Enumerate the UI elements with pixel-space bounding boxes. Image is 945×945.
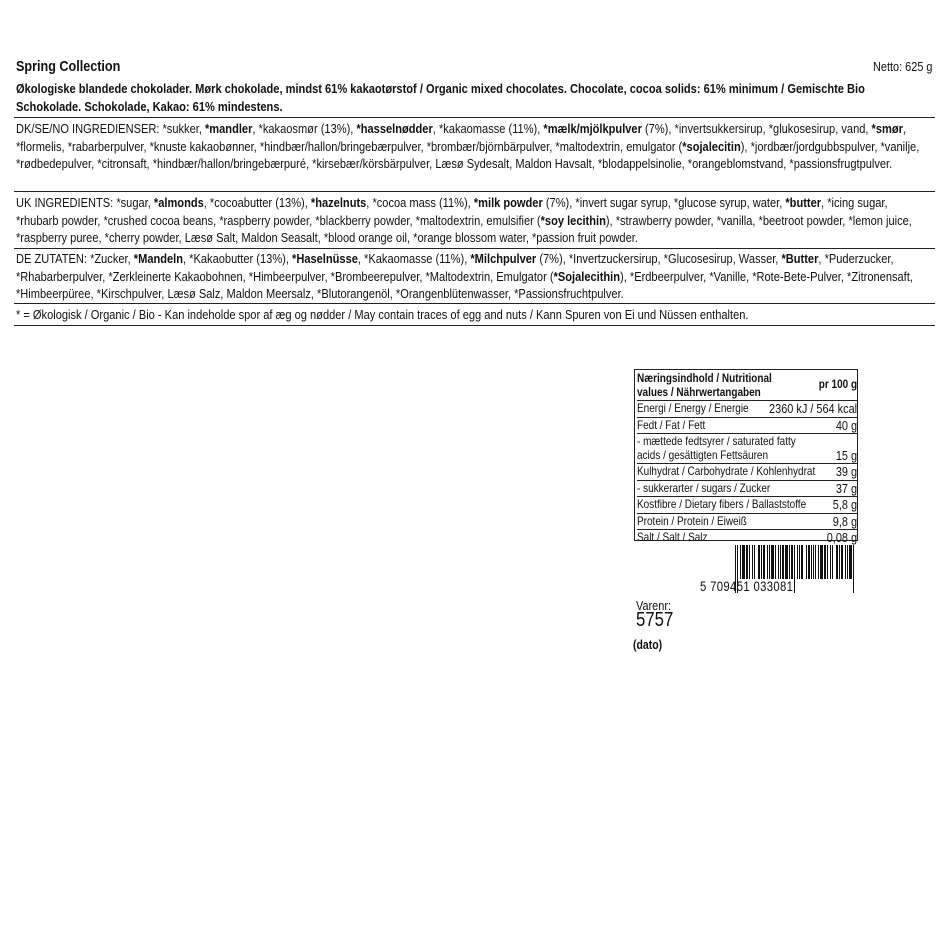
ingredient-text: ), *Erdbeerpulver, *Vanille, *Rote-Bete-Pulver, *Zitronensaft, *Himbeerpüree, *Kirschpulver, Læsø Salz, Maldon Meersalz, *Blutorangenöl, *Orangenblütenwasser, *Passionsfruchtpulver. xyxy=(16,268,913,301)
nutrition-row-value: 5,8 g xyxy=(832,497,858,512)
barcode-bar xyxy=(794,545,795,593)
nutrition-row-label: - mættede fedtsyrer / saturated fatty acids / gesättigten Fettsäuren xyxy=(637,434,796,462)
barcode-bar xyxy=(801,545,803,579)
nutrition-row xyxy=(637,434,857,464)
barcode-bar xyxy=(808,545,810,579)
barcode-bar xyxy=(827,545,828,579)
barcode-bar xyxy=(752,545,753,579)
barcode-bar xyxy=(836,545,838,579)
nutrition-row-label: Kostfibre / Dietary fibers / Ballaststoffe xyxy=(637,497,807,511)
allergen: *almonds xyxy=(153,195,204,210)
barcode-bar xyxy=(742,545,745,579)
nutrition-row xyxy=(637,418,857,435)
nutrition-row-value: 40 g xyxy=(835,417,858,433)
ingredients-uk xyxy=(16,194,932,247)
ingredient-text: (7%), *Invertzuckersirup, *Glucosesirup, Wasser, xyxy=(536,251,782,266)
barcode-bar xyxy=(839,545,840,579)
barcode-bar xyxy=(789,545,790,579)
item-number-label: Varenr: xyxy=(636,598,672,613)
allergen: *mælk/mjölkpulver xyxy=(543,121,642,136)
allergen: *smør xyxy=(871,121,903,136)
barcode-bar xyxy=(758,545,760,579)
divider xyxy=(14,248,935,249)
divider xyxy=(14,325,935,326)
ingredient-text: (7%), *invertsukkersirup, *glukosesirup, vand, xyxy=(641,121,872,136)
allergen: *butter xyxy=(785,195,822,210)
ingredients-de-prefix: DE ZUTATEN: xyxy=(16,251,91,266)
barcode-bar xyxy=(799,545,800,579)
ingredients-de xyxy=(16,250,932,303)
net-weight: Netto: 625 g xyxy=(873,59,933,74)
nutrition-row xyxy=(637,464,857,481)
allergen: *soy lecithin xyxy=(540,212,606,228)
ingredient-text: ), *strawberry powder, *vanilla, *beetroot powder, *lemon juice, *raspberry puree, *cherry powder, Læsø Salt, Maldon Seasalt, *blood orange oil, *orange blossom water, *passion fruit powder. xyxy=(16,212,912,245)
divider xyxy=(14,303,935,304)
item-number-value: 5757 xyxy=(636,609,674,631)
ingredient-text: , *Puderzucker, *Rhabarberpulver, *Zerkleinerte Kakaobohnen, *Himbeerpulver, *Brombeerepulver, *Maltodextrin, Emulgator ( xyxy=(16,251,894,284)
barcode-bar xyxy=(806,545,807,579)
barcode-bar xyxy=(791,545,793,579)
product-description: Økologiske blandede chokolader. Mørk chokolade, mindst 61% kakaotørstof / Organic mixed chocolates. Chocolate, cocoa solids: 61% minimum / Gemischte Bio Schokolade. Schokolade, Kakao: 61% mindestens. xyxy=(16,81,865,114)
nutrition-row-label: Kulhydrat / Carbohydrate / Kohlenhydrat xyxy=(637,464,816,478)
ingredient-text: , *kakaomasse (11%), xyxy=(432,121,544,136)
product-title: Spring Collection xyxy=(16,58,121,75)
barcode-bar xyxy=(832,545,833,579)
nutrition-row-value: 39 g xyxy=(835,464,858,479)
ingredient-text: *sugar, xyxy=(116,195,154,210)
ingredient-text: *Zucker, xyxy=(90,251,134,266)
ingredient-text: , *flormelis, *rabarberpulver, *knuste kakaobønner, *hindbær/hallon/bringebærpulver, *brombær/björnbärpulver, *maltodextrin, emulgator ( xyxy=(16,121,907,154)
barcode-bar xyxy=(746,545,748,579)
nutrition-row-label: Energi / Energy / Energie xyxy=(637,401,749,415)
barcode-bar xyxy=(767,545,768,579)
ingredients-uk-prefix: UK INGREDIENTS: xyxy=(16,195,117,210)
nutrition-row xyxy=(637,530,857,546)
date-field: (dato) xyxy=(633,638,663,652)
barcode-bar xyxy=(847,545,848,579)
nutrition-row xyxy=(637,401,857,418)
barcode-bar xyxy=(830,545,831,579)
ingredients-uk-text xyxy=(16,195,912,245)
ingredients-de-text xyxy=(16,251,913,301)
divider xyxy=(14,191,935,192)
allergen: *milk powder xyxy=(473,195,543,210)
barcode-bar xyxy=(811,545,812,579)
nutrition-row-label: Fedt / Fat / Fett xyxy=(637,417,706,432)
barcode-bar xyxy=(775,545,776,579)
barcode-bar xyxy=(761,545,762,579)
nutrition-row-value: 37 g xyxy=(835,480,858,496)
barcode-bar xyxy=(749,545,750,579)
organic-footnote: * = Økologisk / Organic / Bio - Kan indeholde spor af æg og nødder / May contain traces of egg and nuts / Kann Spuren von Ei und Nüssen enthalten. xyxy=(16,307,749,322)
ingredients-dk xyxy=(16,120,932,173)
nutrition-header xyxy=(637,372,857,401)
nutrition-row xyxy=(637,514,857,531)
barcode-bar xyxy=(763,545,765,579)
barcode-bar xyxy=(771,545,774,579)
nutrition-row xyxy=(637,481,857,498)
nutrition-header-value: pr 100 g xyxy=(818,377,858,391)
barcode-digits: 5 709451 033081 xyxy=(700,579,794,594)
barcode-bar xyxy=(815,545,816,579)
ingredient-text: , *Kakaomasse (11%), xyxy=(357,251,471,266)
allergen: *sojalecitin xyxy=(682,138,741,154)
allergen: *hasselnødder xyxy=(356,121,433,136)
allergen: *Sojalecithin xyxy=(553,268,621,284)
ingredient-text: (7%), *invert sugar syrup, *glucose syrup, water, xyxy=(542,195,786,210)
barcode-bar xyxy=(813,545,814,579)
nutrition-row-label: - sukkerarter / sugars / Zucker xyxy=(637,480,771,495)
barcode-bar xyxy=(754,545,755,579)
barcode-bar xyxy=(780,545,781,579)
ingredient-text: , *cocoabutter (13%), xyxy=(203,195,311,210)
allergen: *Mandeln xyxy=(133,251,184,266)
barcode-bar xyxy=(849,545,852,579)
barcode-bar xyxy=(853,545,854,593)
nutrition-table xyxy=(634,369,858,545)
barcode-bar xyxy=(778,545,779,579)
nutrition-row-value: 2360 kJ / 564 kcal xyxy=(769,401,858,416)
nutrition-row-value: 0,08 g xyxy=(826,530,858,545)
nutrition-row xyxy=(637,497,857,514)
barcode-bar xyxy=(818,545,819,579)
barcode-bar xyxy=(824,545,826,579)
nutrition-header-label: Næringsindhold / Nutritional values / Nährwertangaben xyxy=(637,371,772,399)
barcode-bar xyxy=(785,545,788,579)
ingredient-text: , *Kakaobutter (13%), xyxy=(183,251,293,266)
ingredient-text: , *cocoa mass (11%), xyxy=(366,195,474,210)
allergen: *Milchpulver xyxy=(470,251,537,266)
barcode-bar xyxy=(845,545,846,579)
nutrition-row-label: Salt / Salt / Salz xyxy=(637,530,708,544)
barcode-bar xyxy=(769,545,770,579)
ingredient-text: *sukker, xyxy=(162,121,205,136)
allergen: *Butter xyxy=(781,251,819,266)
ingredient-text: , *icing sugar, *rhubarb powder, *crushed cocoa beans, *raspberry powder, *blackberry powder, *maltodextrin, emulsifier ( xyxy=(16,195,888,228)
ingredients-dk-prefix: DK/SE/NO INGREDIENSER: xyxy=(16,121,163,136)
barcode-bar xyxy=(782,545,784,579)
divider xyxy=(14,117,935,118)
ingredient-text: , *kakaosmør (13%), xyxy=(252,121,357,136)
allergen: *mandler xyxy=(204,121,253,136)
nutrition-row-label: Protein / Protein / Eiweiß xyxy=(637,513,747,528)
barcode-bar xyxy=(740,545,741,579)
barcode-bar xyxy=(797,545,798,579)
barcode-bar xyxy=(841,545,843,579)
nutrition-row-value: 9,8 g xyxy=(832,513,858,529)
allergen: *Haselnüsse xyxy=(292,251,358,266)
ingredient-text: ), *jordbær/jordgubbspulver, *vanilje, *rødbedepulver, *citronsaft, *hindbær/hallon/bringebærpuré, *kirsebær/körsbärpulver, Læsø Sydesalt, Maldon Havsalt, *blodappelsinolie, *orangeblomstvand, *passionsfrugtpulver. xyxy=(16,138,920,171)
barcode-bar xyxy=(820,545,823,579)
nutrition-row-value: 15 g xyxy=(835,447,858,463)
allergen: *hazelnuts xyxy=(310,195,367,210)
nutrition-rows xyxy=(637,401,857,546)
